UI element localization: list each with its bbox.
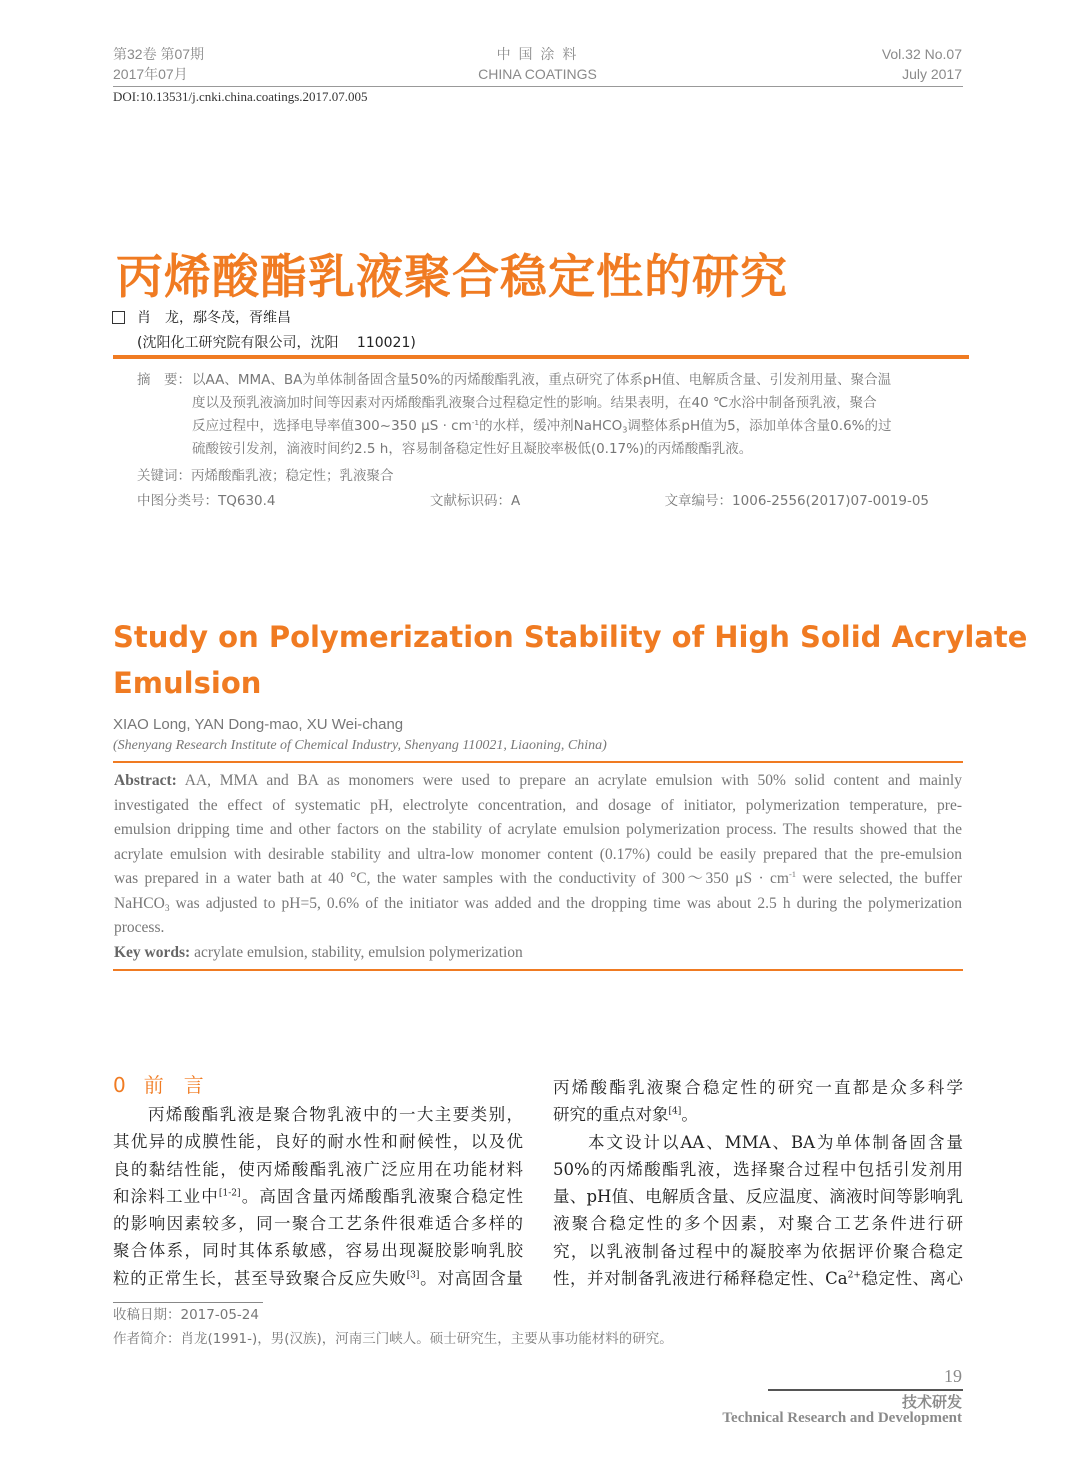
- abstract-cn-line: 以AA、MMA、BA为单体制备固含量50%的丙烯酸酯乳液，重点研究了体系pH值、电解质含量、引发剂用量、聚合温: [192, 372, 892, 388]
- abstract-en-line: [114, 892, 962, 917]
- page-number: 19: [944, 1366, 962, 1386]
- text: 性，并对制备乳液进行稀释稳定性、Ca: [553, 1269, 848, 1289]
- body-line: [553, 1101, 963, 1128]
- title-rule-orange: [113, 355, 969, 359]
- body-line: 究，以乳液制备过程中的凝胶率为依据评价聚合稳定: [553, 1241, 963, 1261]
- body-column-1: [113, 1101, 523, 1292]
- authors-cn: 肖 龙，鄢冬茂，胥维昌: [137, 310, 291, 326]
- text: 。对高固含量: [419, 1268, 524, 1288]
- section-heading: [113, 1069, 204, 1098]
- text: was prepared in a water bath at 40 °C, the water samples with the conductivity of 300～350 μS · cm: [114, 870, 789, 887]
- text: NaHCO: [114, 894, 165, 912]
- footer-section-en: Technical Research and Development: [722, 1410, 962, 1426]
- received-date: 收稿日期：2017-05-24: [113, 1307, 259, 1323]
- section-title: 前 言: [143, 1073, 204, 1097]
- body-line: [113, 1183, 523, 1210]
- text: 和涂料工业中: [113, 1186, 219, 1206]
- text: AA, MMA and BA as monomers were used to prepare an acrylate emulsion with 50% solid content and mainly: [176, 772, 962, 789]
- text: acrylate emulsion, stability, emulsion polymerization: [190, 943, 523, 961]
- author-bio: 作者简介：肖龙(1991-)，男(汉族)，河南三门峡人。硕士研究生，主要从事功能材料的研究。: [113, 1331, 673, 1347]
- doi: DOI:10.13531/j.cnki.china.coatings.2017.07.005: [113, 89, 368, 104]
- article-number: 文章编号：1006-2556(2017)07-0019-05: [664, 493, 929, 509]
- journal-name-en: CHINA COATINGS: [478, 66, 597, 82]
- abstract-en-label: Abstract:: [114, 772, 177, 789]
- body-line: 液聚合稳定性的多个因素，对聚合工艺条件进行研: [553, 1214, 963, 1234]
- volume-issue-en: Vol.32 No.07: [881, 46, 962, 62]
- citation: [1-2]: [218, 1188, 241, 1199]
- date-cn: 2017年07月: [113, 66, 188, 82]
- title-line: Study on Polymerization Stability of High Solid Acrylate: [113, 620, 1028, 654]
- superscript: -1: [788, 869, 797, 880]
- text: was adjusted to pH=5, 0.6% of the initiator was added and the dropping time was about 2.5 h during the polymerization: [169, 894, 962, 912]
- keywords-cn: 关键词：丙烯酸酯乳液；稳定性；乳液聚合: [137, 468, 394, 484]
- abstract-en-line: emulsion dripping time and other factors on the stability of acrylate emulsion polymerization process. The results showed that the: [114, 821, 962, 838]
- citation: [3]: [406, 1270, 420, 1281]
- abstract-cn-line: 度以及预乳液滴加时间等因素对丙烯酸酯乳液聚合过程稳定性的影响。结果表明，在40 ℃水浴中制备预乳液，聚合: [192, 395, 877, 411]
- body-column-2: [553, 1074, 963, 1292]
- abstract-en-line: acrylate emulsion with desirable stability and ultra-low monomer content (0.17%) could be easily prepared that the pre-emulsion: [114, 845, 962, 863]
- abstract-cn-label: 摘 要：: [137, 372, 191, 388]
- section-number: 0: [113, 1073, 126, 1097]
- footer-section-cn: 技术研发: [901, 1393, 962, 1411]
- header-rule: [113, 86, 963, 87]
- keywords-en-label: Key words:: [114, 943, 191, 961]
- body-line: 丙烯酸酯乳液是聚合物乳液中的一大主要类别，: [148, 1105, 523, 1124]
- body-line: 其优异的成膜性能，良好的耐水性和耐候性，以及优: [113, 1132, 523, 1152]
- journal-name-cn: 中 国 涂 料: [496, 46, 579, 62]
- text: 研究的重点对象: [553, 1105, 669, 1125]
- affiliation-en: (Shenyang Research Institute of Chemical Industry, Shenyang 110021, Liaoning, China): [113, 738, 607, 753]
- body-line: 丙烯酸酯乳液聚合稳定性的研究一直都是众多科学: [553, 1078, 963, 1097]
- subscript: 3: [164, 903, 170, 914]
- body-line: [113, 1265, 523, 1292]
- article-title-en: [113, 614, 1027, 706]
- article-title-cn: 丙烯酸酯乳液聚合稳定性的研究: [116, 250, 788, 305]
- body-line: 50%的丙烯酸酯乳液，选择聚合过程中包括引发剂用: [553, 1159, 963, 1179]
- title-line: Emulsion: [113, 666, 262, 700]
- body-line: 本文设计以AA、MMA、BA为单体制备固含量: [588, 1132, 963, 1152]
- authors-en: XIAO Long, YAN Dong-mao, XU Wei-chang: [113, 716, 404, 733]
- abstract-en: [114, 769, 962, 965]
- text: 。: [681, 1105, 698, 1125]
- abstract-cn-line: 硫酸铵引发剂，滴液时间约2.5 h，容易制备稳定性好且凝胶率极低(0.17%)的丙烯酸酯乳液。: [192, 441, 753, 457]
- body-line: 聚合体系，同时其体系敏感，容易出现凝胶影响乳胶: [113, 1241, 523, 1261]
- affiliation-cn: (沈阳化工研究院有限公司，沈阳 110021): [137, 335, 416, 351]
- abstract-cn: [192, 369, 930, 461]
- date-en: July 2017: [902, 66, 962, 82]
- text: 。高固含量丙烯酸酯乳液聚合稳定性: [240, 1186, 524, 1206]
- abstract-en-line: [114, 867, 962, 892]
- body-line: 良的黏结性能，使丙烯酸酯乳液广泛应用在功能材料: [113, 1159, 523, 1179]
- volume-issue-cn: 第32卷 第07期: [113, 46, 205, 62]
- text: 调整体系pH值为5，添加单体含量0.6%的过: [627, 418, 892, 434]
- abstract-rule-top: [113, 761, 963, 763]
- text: 反应过程中，选择电导率值300~350 μS · cm: [192, 418, 472, 434]
- body-line: 量、pH值、电解质含量、反应温度、滴液时间等影响乳: [553, 1187, 963, 1207]
- classification-number: 中图分类号：TQ630.4: [137, 493, 276, 509]
- body-line: [553, 1265, 963, 1292]
- footnote-rule: [113, 1302, 263, 1303]
- text: 稳定性、离心: [860, 1269, 963, 1289]
- abstract-en-line: process.: [114, 919, 165, 936]
- abstract-rule-bottom: [113, 969, 963, 971]
- document-code: 文献标识码：A: [430, 493, 521, 509]
- body-line: 的影响因素较多，同一聚合工艺条件很难适合多样的: [113, 1214, 523, 1234]
- text: 粒的正常生长，甚至导致聚合反应失败: [113, 1268, 407, 1288]
- text: were selected, the buffer: [796, 870, 962, 887]
- subscript: 3: [622, 424, 628, 435]
- keywords-en: [114, 941, 962, 966]
- superscript: -1: [471, 417, 480, 427]
- superscript: 2+: [847, 1270, 861, 1281]
- abstract-cn-line: [192, 415, 930, 438]
- text: 的水样，缓冲剂NaHCO: [479, 418, 623, 434]
- abstract-en-line: [114, 769, 962, 794]
- abstract-en-line: investigated the effect of systematic pH, electrolyte concentration, and dosage of initiator, polymerization temperature, pre-: [114, 796, 962, 814]
- checkbox-square-icon: [112, 311, 125, 324]
- citation: [4]: [668, 1106, 682, 1117]
